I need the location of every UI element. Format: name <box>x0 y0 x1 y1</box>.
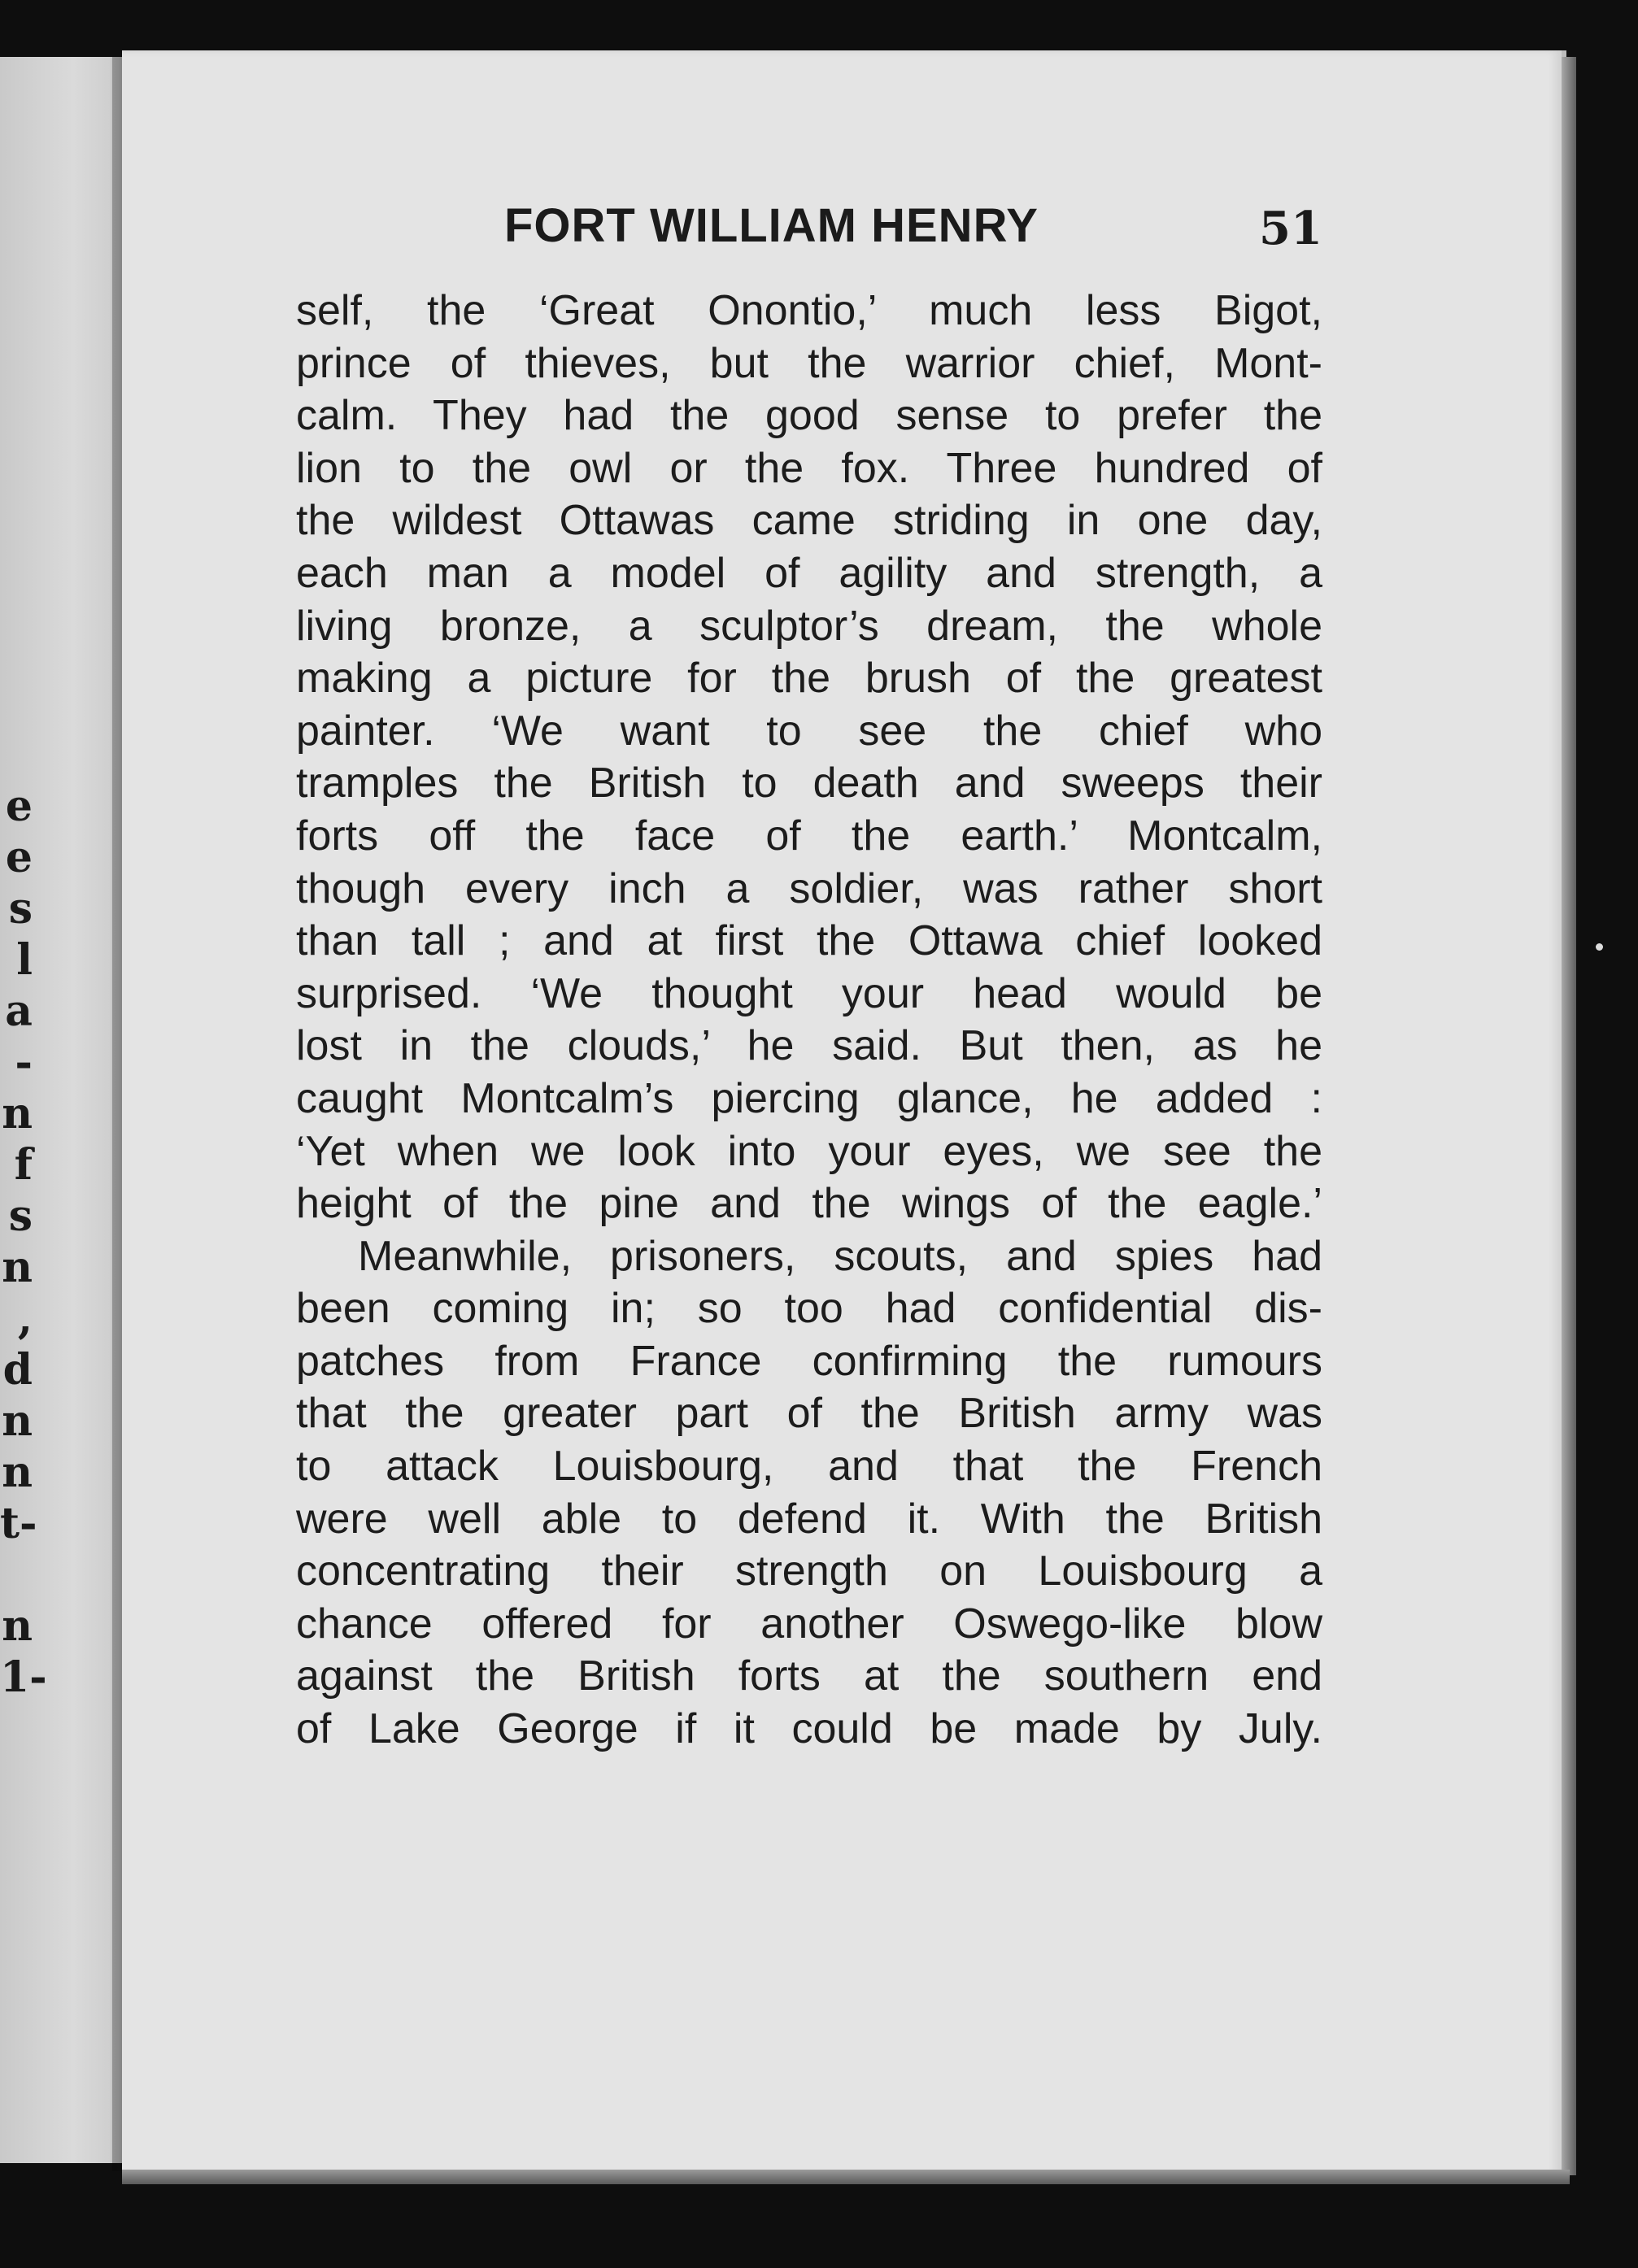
text-line: concentrating their strength on Louisbourg a <box>296 1548 1322 1595</box>
facing-page-fragment: n <box>2 1396 33 1446</box>
text-line: prince of thieves, but the warrior chief, Mont- <box>296 339 1322 387</box>
facing-page-fragment: n <box>2 1601 33 1651</box>
text-line: tramples the British to death and sweeps their <box>296 760 1322 808</box>
facing-page-fragment: s <box>8 1191 33 1241</box>
text-line: patches from France confirming the rumours <box>296 1337 1322 1385</box>
text-line: ‘Yet when we look into your eyes, we see the <box>296 1127 1322 1175</box>
text-line: forts off the face of the earth.’ Montcalm, <box>296 812 1322 860</box>
facing-page-fragment: e <box>5 781 33 831</box>
page-bottom-edge <box>122 2170 1570 2184</box>
running-head: FORT WILLIAM HENRY <box>504 199 1039 252</box>
page-right-edge <box>1562 57 1576 2175</box>
facing-page-fragment: s <box>8 884 33 934</box>
text-line: though every inch a soldier, was rather short <box>296 864 1322 912</box>
text-line: that the greater part of the British army was <box>296 1390 1322 1438</box>
text-line: of Lake George if it could be made by July. <box>296 1705 1322 1753</box>
facing-page-fragment: n <box>2 1243 33 1292</box>
text-line: lost in the clouds,’ he said. But then, as he <box>296 1022 1322 1070</box>
text-line: self, the ‘Great Onontio,’ much less Bigot, <box>296 287 1322 334</box>
facing-page-fragment: n <box>2 1089 33 1138</box>
facing-page-fragment: 1- <box>0 1652 47 1702</box>
facing-page-fragment: d <box>2 1345 33 1395</box>
text-line: than tall ; and at first the Ottawa chief looked <box>296 917 1322 965</box>
facing-page-fragment: t- <box>0 1499 37 1548</box>
text-line: living bronze, a sculptor’s dream, the whole <box>296 602 1322 650</box>
scan-speck <box>1596 943 1603 951</box>
text-line: chance offered for another Oswego-like blow <box>296 1600 1322 1648</box>
facing-page-text-fragments <box>0 781 47 1703</box>
facing-page-fragment: n <box>2 1447 33 1497</box>
text-line: calm. They had the good sense to prefer the <box>296 392 1322 440</box>
facing-page-fragment: f <box>14 1140 33 1190</box>
text-line: the wildest Ottawas came striding in one day, <box>296 497 1322 545</box>
text-line: making a picture for the brush of the greatest <box>296 655 1322 703</box>
text-line: each man a model of agility and strength, a <box>296 549 1322 597</box>
page-number: 51 <box>1259 202 1322 255</box>
text-line: been coming in; so too had confidential dis- <box>296 1285 1322 1333</box>
text-line: caught Montcalm’s piercing glance, he added : <box>296 1074 1322 1122</box>
text-line: Meanwhile, prisoners, scouts, and spies had <box>358 1232 1322 1280</box>
text-line: painter. ‘We want to see the chief who <box>296 707 1322 755</box>
text-line: against the British forts at the southern end <box>296 1652 1322 1700</box>
text-line: lion to the owl or the fox. Three hundred of <box>296 444 1322 492</box>
text-line: surprised. ‘We thought your head would be <box>296 969 1322 1017</box>
facing-page-fragment: , <box>17 1294 33 1343</box>
facing-page-fragment: e <box>5 833 33 882</box>
facing-page-fragment: - <box>15 1038 33 1087</box>
text-line: to attack Louisbourg, and that the French <box>296 1443 1322 1491</box>
facing-page-fragment <box>0 1549 33 1600</box>
text-line: were well able to defend it. With the British <box>296 1495 1322 1543</box>
body-text <box>296 285 1322 1756</box>
facing-page-fragment: a <box>5 986 33 1036</box>
text-line: height of the pine and the wings of the eagle.’ <box>296 1180 1322 1228</box>
facing-page-fragment: l <box>16 935 33 985</box>
